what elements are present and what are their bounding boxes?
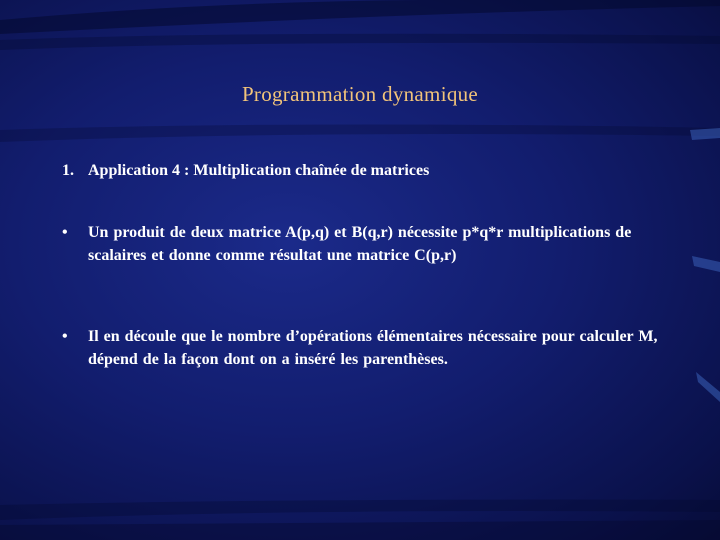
bullet-text: Un produit de deux matrice A(p,q) et B(q,r) nécessite p*q*r multiplications de scalaires et donne comme résultat une matrice C(p,r) <box>88 224 632 264</box>
heading-number: 1. <box>62 162 74 179</box>
slide-title: Programmation dynamique <box>241 82 479 106</box>
heading-text: Application 4 : Multiplication chaînée de matrices <box>88 162 430 179</box>
bullet-item <box>62 221 662 267</box>
section-heading <box>62 162 682 180</box>
bullet-item <box>62 325 662 371</box>
bullet-marker: • <box>62 224 68 241</box>
bullet-marker: • <box>62 328 68 345</box>
bullet-text: Il en découle que le nombre d’opérations élémentaires nécessaire pour calculer M, dépend de la façon dont on a inséré les parenthèses. <box>88 328 658 368</box>
